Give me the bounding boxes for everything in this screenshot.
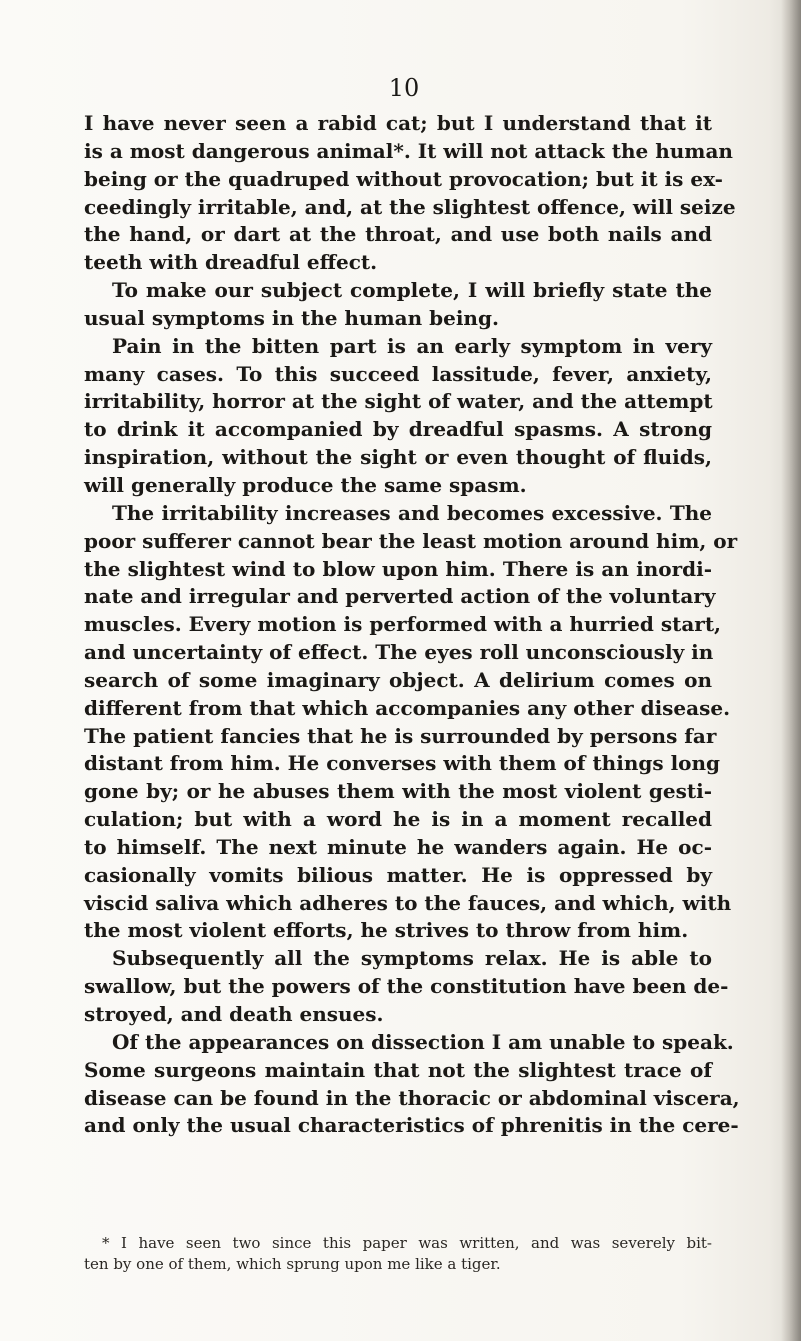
text-line: the hand, or dart at the throat, and use both nails and xyxy=(84,222,712,247)
text-line: and only the usual characteristics of phrenitis in the cere- xyxy=(84,1113,739,1138)
footnote-line: * I have seen two since this paper was written, and was severely bit- xyxy=(102,1234,712,1252)
text-line: inspiration, without the sight or even thought of fluids, xyxy=(84,445,712,470)
text-line: will generally produce the same spasm. xyxy=(84,472,527,497)
text-line: muscles. Every motion is performed with a hurried start, xyxy=(84,612,722,637)
paragraph-dissection xyxy=(84,1029,740,1140)
text-line: viscid saliva which adheres to the fauces, and which, with xyxy=(84,890,732,915)
text-line: To make our subject complete, I will briefly state the xyxy=(112,278,712,303)
text-line: the most violent efforts, he strives to throw from him. xyxy=(84,918,689,943)
text-line: distant from him. He converses with them of things long xyxy=(84,751,721,776)
text-line: is a most dangerous animal*. It will not attack the human xyxy=(84,138,733,163)
text-line: The irritability increases and becomes excessive. The xyxy=(112,500,712,525)
text-line: gone by; or he abuses them with the most violent gesti- xyxy=(84,779,712,804)
text-line: irritability, horror at the sight of water, and the attempt xyxy=(84,389,713,414)
text-line: Some surgeons maintain that not the slightest trace of xyxy=(84,1057,712,1082)
paragraph-rabid-cat xyxy=(84,110,736,277)
footnote-line: ten by one of them, which sprung upon me like a tiger. xyxy=(84,1255,501,1273)
page-edge-shadow xyxy=(781,0,801,1341)
text-line: search of some imaginary object. A delirium comes on xyxy=(84,667,712,692)
text-line: Of the appearances on dissection I am unable to speak. xyxy=(112,1029,734,1054)
text-line: and uncertainty of effect. The eyes roll unconsciously in xyxy=(84,640,714,665)
text-line: casionally vomits bilious matter. He is oppressed by xyxy=(84,862,712,887)
paragraph-symptoms-intro xyxy=(84,277,712,333)
text-line: being or the quadruped without provocation; but it is ex- xyxy=(84,166,723,191)
text-line: disease can be found in the thoracic or abdominal viscera, xyxy=(84,1085,740,1110)
text-line: to himself. The next minute he wanders again. He oc- xyxy=(84,834,712,859)
text-line: to drink it accompanied by dreadful spasms. A strong xyxy=(84,417,712,442)
paragraph-pain xyxy=(84,333,712,500)
body-text xyxy=(84,110,740,1140)
text-line: usual symptoms in the human being. xyxy=(84,305,499,330)
text-line: Subsequently all the symptoms relax. He is able to xyxy=(112,946,712,971)
paragraph-irritability xyxy=(84,500,738,946)
text-line: The patient fancies that he is surrounded by persons far xyxy=(84,723,717,748)
text-line: culation; but with a word he is in a moment recalled xyxy=(84,807,712,832)
text-line: different from that which accompanies any other disease. xyxy=(84,695,731,720)
text-line: ceedingly irritable, and, at the slightest offence, will seize xyxy=(84,194,736,219)
paragraph-relax xyxy=(84,945,729,1029)
text-line: nate and irregular and perverted action of the voluntary xyxy=(84,584,716,609)
text-line: Pain in the bitten part is an early symptom in very xyxy=(112,333,712,358)
text-line: poor sufferer cannot bear the least motion around him, or xyxy=(84,528,738,553)
footnote xyxy=(84,1233,712,1275)
text-line: the slightest wind to blow upon him. There is an inordi- xyxy=(84,556,712,581)
text-line: many cases. To this succeed lassitude, fever, anxiety, xyxy=(84,361,712,386)
text-line: stroyed, and death ensues. xyxy=(84,1002,384,1026)
text-line: swallow, but the powers of the constitution have been de- xyxy=(84,974,729,999)
text-line: teeth with dreadful effect. xyxy=(84,250,378,275)
page-number: 10 xyxy=(388,74,420,102)
text-line: I have never seen a rabid cat; but I understand that it xyxy=(84,111,712,135)
